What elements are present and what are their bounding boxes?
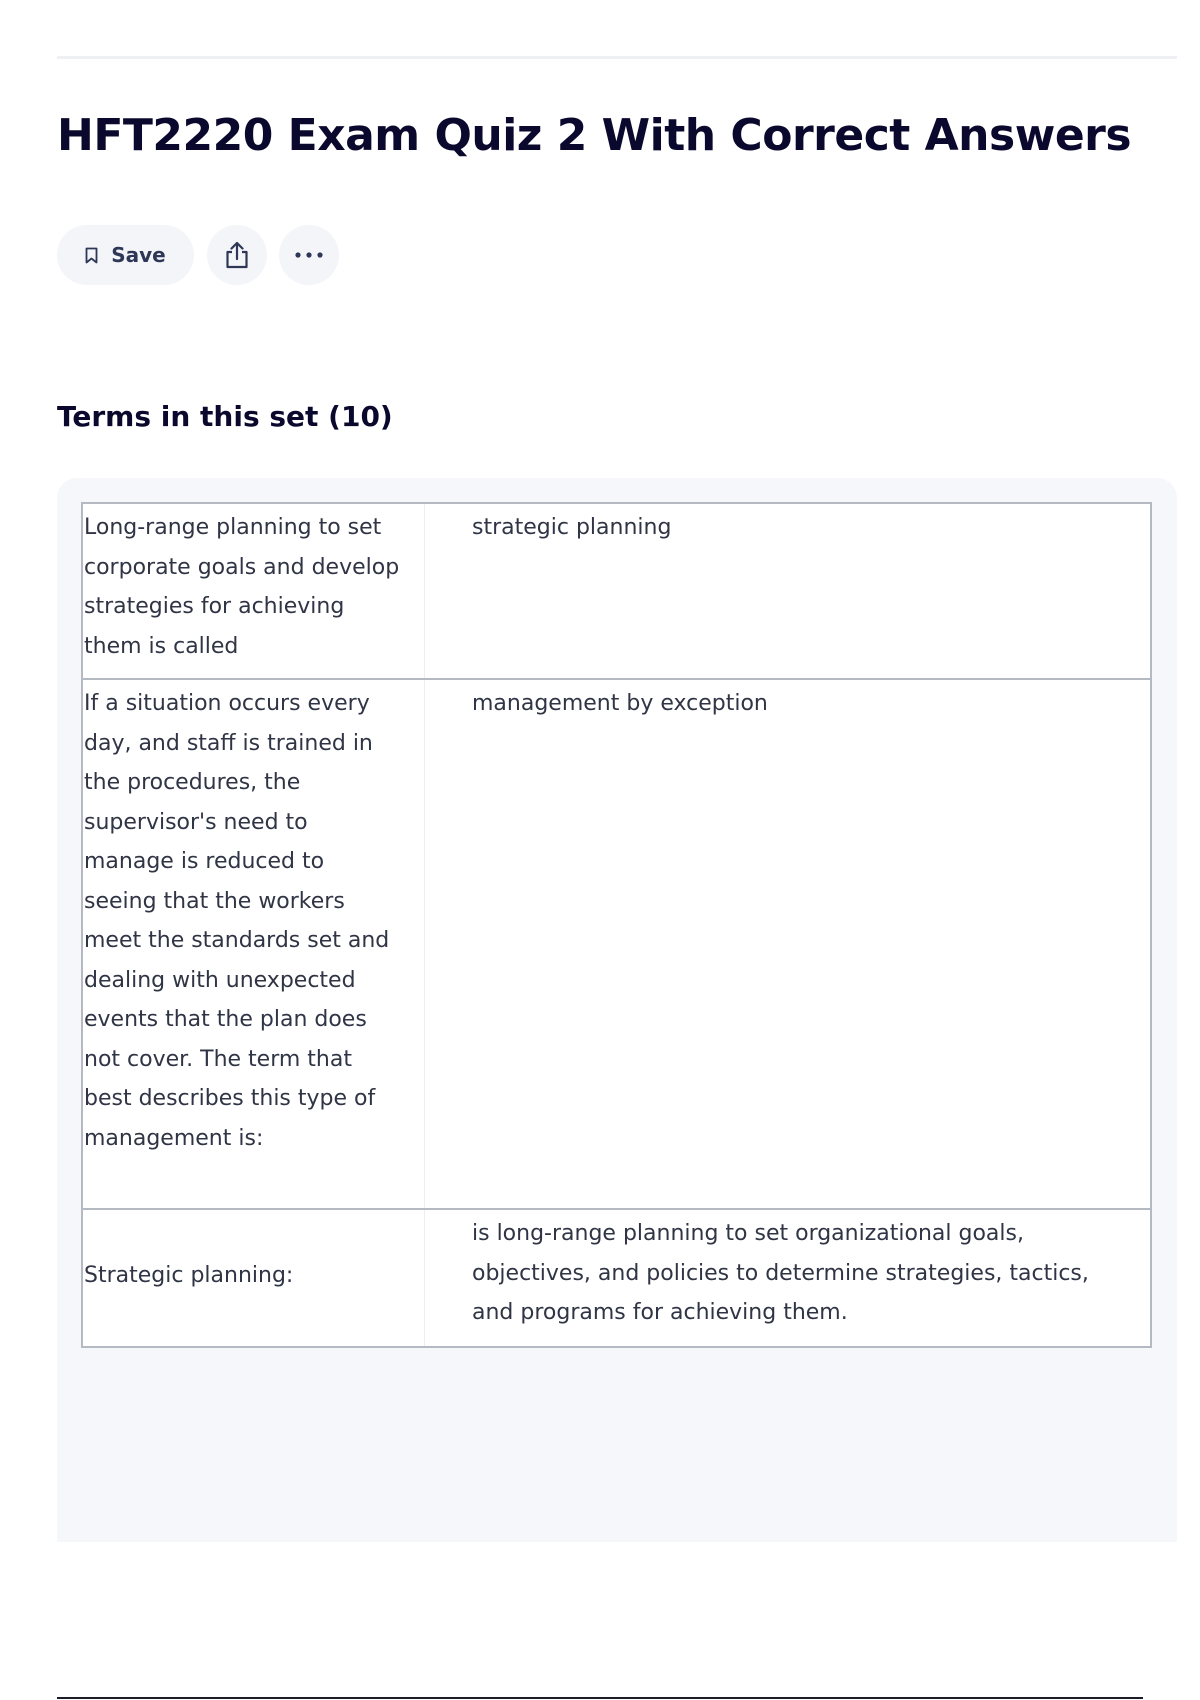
term-cell: If a situation occurs every day, and staff is trained in the procedures, the supervisor's need to manage is reduced to seeing that the workers meet the standards set and dealing with unexpected events that the plan does not cover. The term that best describes this type of management is: — [82, 679, 425, 1209]
share-icon — [224, 240, 250, 270]
terms-heading: Terms in this set (10) — [57, 400, 393, 433]
action-bar — [57, 225, 339, 285]
top-divider — [57, 56, 1177, 59]
save-button-label: Save — [111, 243, 166, 267]
share-button[interactable] — [207, 225, 267, 285]
terms-panel — [57, 478, 1177, 1542]
term-row — [82, 679, 1151, 1209]
term-row — [82, 1209, 1151, 1347]
more-icon — [294, 252, 324, 258]
terms-table — [81, 502, 1152, 1348]
definition-cell: strategic planning — [472, 515, 672, 540]
definition-cell: is long-range planning to set organizational goals, objectives, and policies to determine strategies, tactics, and programs for achieving them. — [472, 1221, 1089, 1325]
definition-cell: management by exception — [472, 691, 768, 716]
bookmark-icon — [85, 247, 98, 264]
bottom-divider — [57, 1697, 1143, 1699]
term-cell: Strategic planning: — [82, 1209, 425, 1347]
page-title: HFT2220 Exam Quiz 2 With Correct Answers — [57, 110, 1132, 161]
save-button[interactable] — [57, 225, 194, 285]
term-row — [82, 503, 1151, 679]
term-cell: Long-range planning to set corporate goals and develop strategies for achieving them is called — [82, 503, 425, 679]
more-options-button[interactable] — [279, 225, 339, 285]
